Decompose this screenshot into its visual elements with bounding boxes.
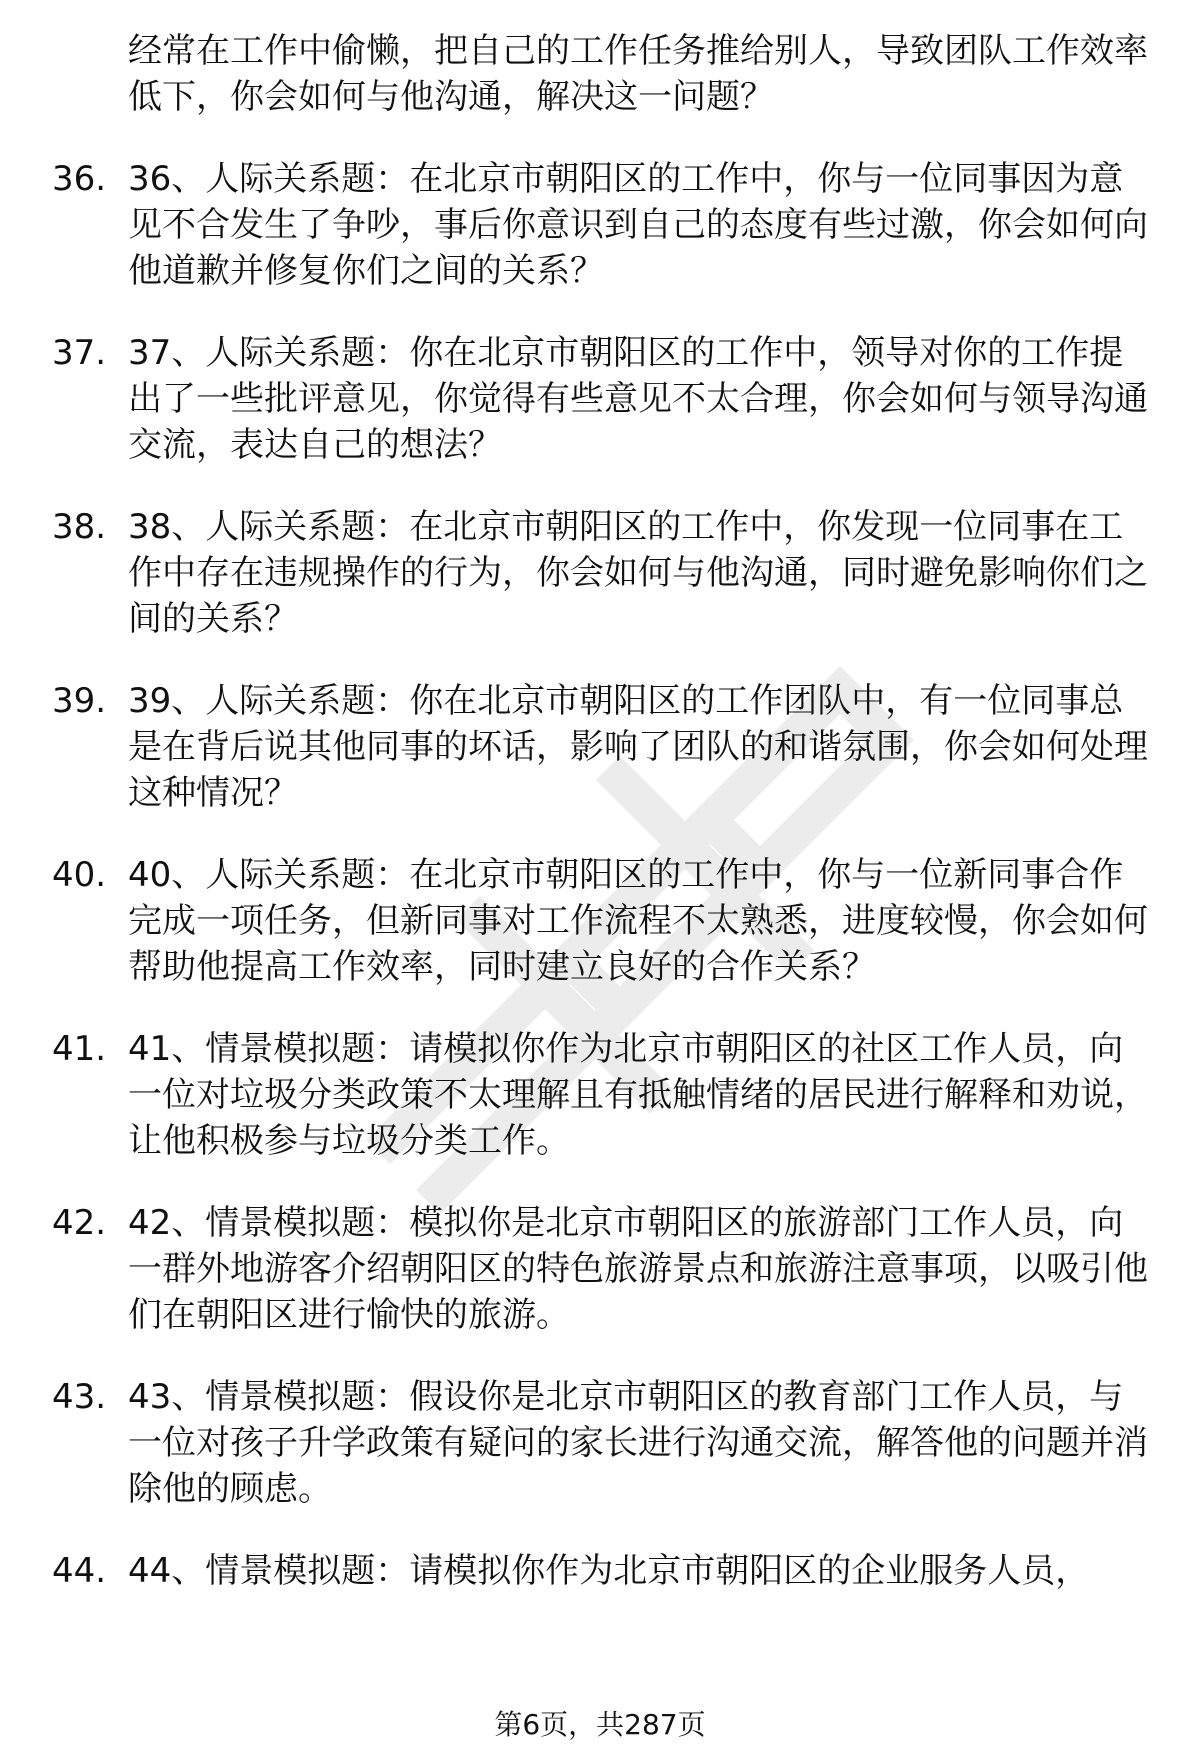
question-text: 43、情景模拟题：假设你是北京市朝阳区的教育部门工作人员，与一位对孩子升学政策有疑问的家长进行沟通交流，解答他的问题并消除他的顾虑。 (128, 1377, 1148, 1509)
question-text: 40、人际关系题：在北京市朝阳区的工作中，你与一位新同事合作完成一项任务，但新同事对工作流程不太熟悉，进度较慢，你会如何帮助他提高工作效率，同时建立良好的合作关系？ (128, 855, 1148, 987)
question-item (0, 504, 1200, 642)
question-number: 41. (52, 1029, 107, 1069)
question-number: 36. (52, 159, 107, 199)
question-text: 37、人际关系题：你在北京市朝阳区的工作中，领导对你的工作提出了一些批评意见，你觉得有些意见不太合理，你会如何与领导沟通交流，表达自己的想法？ (128, 333, 1148, 465)
question-number: 43. (52, 1377, 107, 1417)
question-item (0, 1374, 1200, 1512)
question-item (0, 678, 1200, 816)
question-number: 40. (52, 855, 107, 895)
continued-question-text: 经常在工作中偷懒，把自己的工作任务推给别人，导致团队工作效率低下，你会如何与他沟通，解决这一问题？ (128, 31, 1148, 117)
question-number: 39. (52, 681, 107, 721)
question-text: 36、人际关系题：在北京市朝阳区的工作中，你与一位同事因为意见不合发生了争吵，事后你意识到自己的态度有些过激，你会如何向他道歉并修复你们之间的关系？ (128, 159, 1148, 291)
question-list (0, 28, 1200, 1630)
page-footer: 第6页，共287页 (494, 1708, 706, 1741)
question-text: 38、人际关系题：在北京市朝阳区的工作中，你发现一位同事在工作中存在违规操作的行为，你会如何与他沟通，同时避免影响你们之间的关系？ (128, 507, 1148, 639)
question-text: 41、情景模拟题：请模拟你作为北京市朝阳区的社区工作人员，向一位对垃圾分类政策不太理解且有抵触情绪的居民进行解释和劝说，让他积极参与垃圾分类工作。 (128, 1029, 1148, 1161)
question-number: 44. (52, 1551, 107, 1591)
question-text: 42、情景模拟题：模拟你是北京市朝阳区的旅游部门工作人员，向一群外地游客介绍朝阳区的特色旅游景点和旅游注意事项，以吸引他们在朝阳区进行愉快的旅游。 (128, 1203, 1148, 1335)
question-item (0, 330, 1200, 468)
question-item (0, 156, 1200, 294)
question-text: 39、人际关系题：你在北京市朝阳区的工作团队中，有一位同事总是在背后说其他同事的坏话，影响了团队的和谐氛围，你会如何处理这种情况？ (128, 681, 1148, 813)
question-item (0, 1548, 1200, 1594)
question-item (0, 1200, 1200, 1338)
question-text: 44、情景模拟题：请模拟你作为北京市朝阳区的企业服务人员， (128, 1551, 1090, 1591)
question-number: 37. (52, 333, 107, 373)
question-number: 42. (52, 1203, 107, 1243)
question-item (0, 852, 1200, 990)
question-item (0, 1026, 1200, 1164)
question-number: 38. (52, 507, 107, 547)
